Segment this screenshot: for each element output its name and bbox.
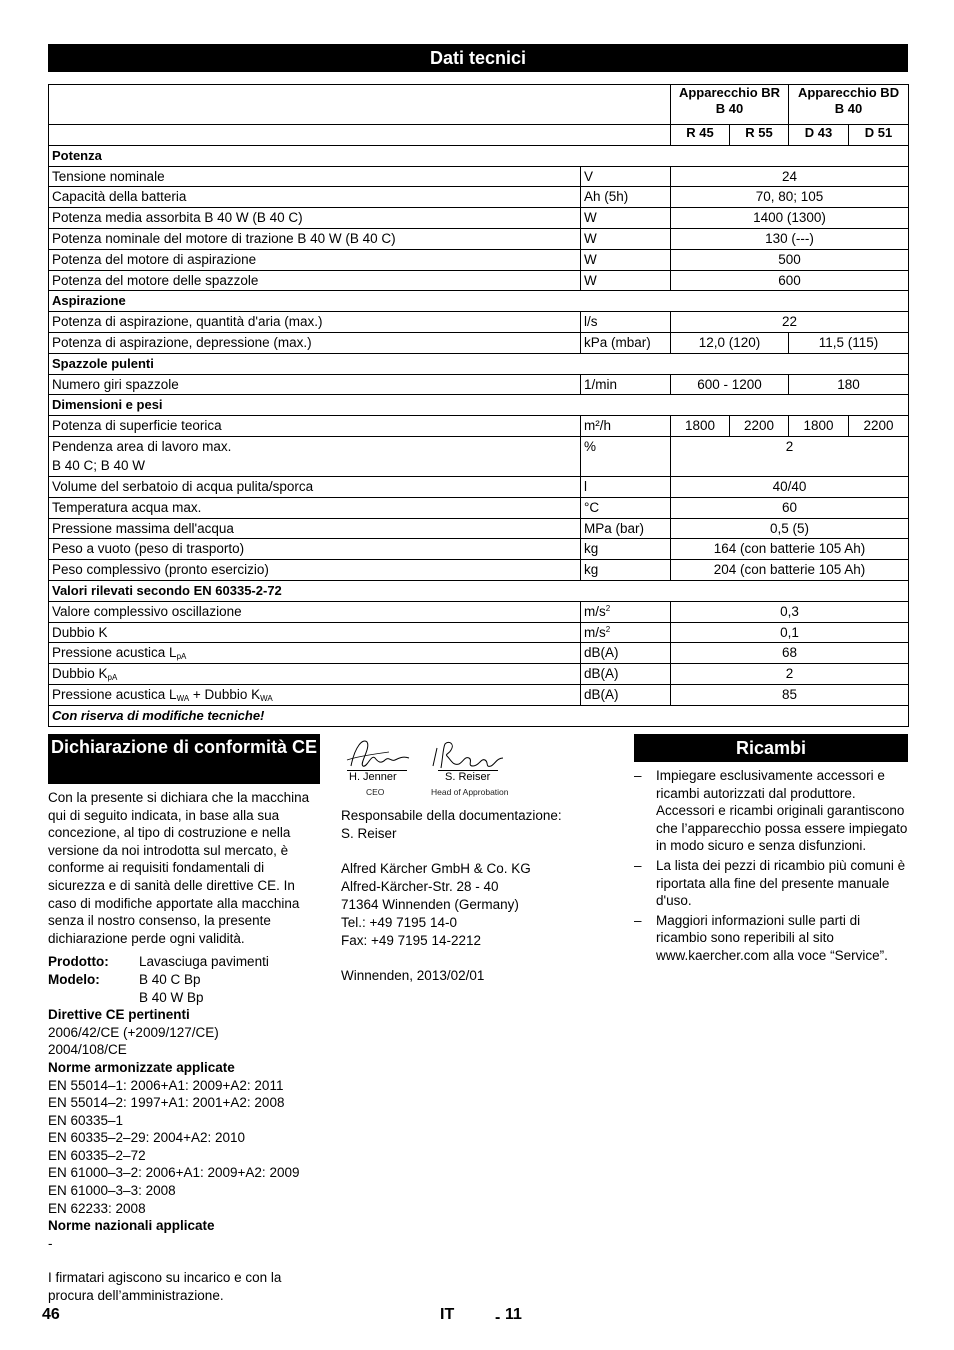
unit-text: kPa (mbar) xyxy=(584,334,651,350)
unit-text: W xyxy=(584,251,597,267)
table-section-row xyxy=(49,353,909,374)
row-value: 68 xyxy=(671,643,909,664)
row-value: 164 (con batterie 105 Ah) xyxy=(671,539,909,560)
table-section-row xyxy=(49,145,909,166)
row-label xyxy=(49,416,581,437)
row-unit xyxy=(581,560,671,581)
unit-text: m/s xyxy=(584,603,606,619)
header-model: R 55 xyxy=(730,125,789,146)
signer-role: CEO xyxy=(366,787,385,797)
row-value: 600 xyxy=(671,270,909,291)
norm-item: EN 61000–3–3: 2008 xyxy=(48,1183,176,1199)
table-row xyxy=(49,601,909,622)
directive-item: 2004/108/CE xyxy=(48,1042,127,1058)
row-label-text: Potenza di aspirazione, depressione (max.) xyxy=(52,334,312,350)
superscript: 2 xyxy=(605,624,611,634)
row-label-text: Dubbio K xyxy=(52,624,108,640)
row-label-text: B 40 C; B 40 W xyxy=(52,457,146,473)
unit-text: 1/min xyxy=(584,376,618,392)
row-label-text: Pressione massima dell'acqua xyxy=(52,520,234,536)
model-value: B 40 C Bp xyxy=(139,971,201,987)
row-value: 1400 (1300) xyxy=(671,208,909,229)
contact-column xyxy=(341,807,616,985)
header-group-br: Apparecchio BR B 40 xyxy=(671,85,789,125)
header-blank xyxy=(49,85,671,125)
row-value: 204 (con batterie 105 Ah) xyxy=(671,560,909,581)
row-unit xyxy=(581,228,671,249)
row-unit xyxy=(581,476,671,497)
table-row xyxy=(49,476,909,497)
row-unit xyxy=(581,249,671,270)
signer-role: Head of Approbation xyxy=(431,787,509,797)
row-unit xyxy=(581,539,671,560)
row-label-text: Potenza del motore di aspirazione xyxy=(52,251,257,267)
unit-text: Ah (5h) xyxy=(584,189,629,205)
national-norms-title: Norme nazionali applicate xyxy=(48,1218,215,1234)
signature-jenner-icon xyxy=(345,736,415,772)
directives-title: Direttive CE pertinenti xyxy=(48,1007,190,1023)
model-row xyxy=(48,971,323,989)
footer-section-page: 11 xyxy=(505,1306,522,1323)
row-unit xyxy=(581,208,671,229)
row-label xyxy=(49,476,581,497)
row-value: 85 xyxy=(671,684,909,705)
unit-text: m/s xyxy=(584,624,606,640)
row-label xyxy=(49,622,581,643)
header-model: D 51 xyxy=(849,125,909,146)
conformity-closing: I firmatari agiscono su incarico e con la procura dell’amministrazione. xyxy=(48,1270,282,1304)
row-label xyxy=(49,249,581,270)
norm-item: EN 60335–1 xyxy=(48,1112,124,1128)
row-label xyxy=(49,332,581,353)
norm-item: EN 55014–2: 1997+A1: 2001+A2: 2008 xyxy=(48,1095,285,1111)
section-title-conformity: Dichiarazione di conformità CE xyxy=(48,734,320,784)
unit-text: W xyxy=(584,230,597,246)
row-value: 40/40 xyxy=(671,476,909,497)
table-row xyxy=(49,518,909,539)
row-label xyxy=(49,497,581,518)
row-value-br: 600 - 1200 xyxy=(671,374,789,395)
footer-language: IT xyxy=(440,1306,455,1323)
subscript: WA xyxy=(260,693,273,703)
row-value: 2 xyxy=(671,436,909,476)
row-label xyxy=(49,560,581,581)
conformity-column xyxy=(48,789,323,1305)
row-label-text: Potenza del motore delle spazzole xyxy=(52,272,259,288)
row-label-text: Pendenza area di lavoro max. xyxy=(52,438,232,454)
unit-text: m²/h xyxy=(584,418,611,434)
page-number: 46 xyxy=(42,1306,60,1323)
section-heading: Aspirazione xyxy=(49,291,909,312)
row-value-model: 2200 xyxy=(730,416,789,437)
row-value: 60 xyxy=(671,497,909,518)
table-row xyxy=(49,684,909,705)
row-value: 2 xyxy=(671,664,909,685)
table-row xyxy=(49,249,909,270)
model-label: Modelo: xyxy=(48,971,100,987)
row-label xyxy=(49,436,581,476)
table-header-row xyxy=(49,125,909,146)
row-value-model: 2200 xyxy=(849,416,909,437)
subscript: pA xyxy=(107,673,118,683)
row-unit xyxy=(581,622,671,643)
table-row xyxy=(49,560,909,581)
table-section-row xyxy=(49,395,909,416)
section-heading: Spazzole pulenti xyxy=(49,353,909,374)
section-title-dati-tecnici: Dati tecnici xyxy=(48,44,908,72)
row-label-text: Potenza media assorbita B 40 W (B 40 C) xyxy=(52,210,303,226)
header-model: R 45 xyxy=(671,125,730,146)
row-unit xyxy=(581,601,671,622)
table-row xyxy=(49,187,909,208)
row-unit xyxy=(581,664,671,685)
header-blank xyxy=(49,125,671,146)
row-label xyxy=(49,664,581,685)
superscript: 2 xyxy=(605,603,611,613)
table-section-row xyxy=(49,291,909,312)
row-label xyxy=(49,601,581,622)
row-label-text: Potenza di aspirazione, quantità d'aria (max.) xyxy=(52,314,323,330)
row-value: 24 xyxy=(671,166,909,187)
row-label-text: Potenza di superficie teorica xyxy=(52,418,222,434)
norm-item: EN 60335–2–29: 2004+A2: 2010 xyxy=(48,1130,246,1146)
section-title-ricambi: Ricambi xyxy=(634,734,908,762)
section-heading: Potenza xyxy=(49,145,909,166)
row-label-text: Temperatura acqua max. xyxy=(52,499,202,515)
model-value: B 40 W Bp xyxy=(139,989,204,1005)
responsible-name: S. Reiser xyxy=(341,825,397,841)
row-label-text: Potenza nominale del motore di trazione B 40 W (B 40 C) xyxy=(52,230,396,246)
row-value: 500 xyxy=(671,249,909,270)
table-row xyxy=(49,497,909,518)
unit-text: l xyxy=(584,478,587,494)
row-unit xyxy=(581,312,671,333)
unit-text: dB(A) xyxy=(584,686,619,702)
company-city: 71364 Winnenden (Germany) xyxy=(341,896,519,912)
unit-text: W xyxy=(584,210,597,226)
row-unit xyxy=(581,332,671,353)
company-name: Alfred Kärcher GmbH & Co. KG xyxy=(341,861,531,877)
signer-name: H. Jenner xyxy=(349,771,397,783)
unit-text: l/s xyxy=(584,314,598,330)
row-unit xyxy=(581,374,671,395)
unit-text: % xyxy=(584,438,597,454)
row-value: 70, 80; 105 xyxy=(671,187,909,208)
norm-item: EN 60335–2–72 xyxy=(48,1147,146,1163)
model-row-2 xyxy=(48,989,323,1007)
row-label-text: Peso a vuoto (peso di trasporto) xyxy=(52,541,245,557)
row-unit xyxy=(581,416,671,437)
table-row xyxy=(49,664,909,685)
row-label-text: Dubbio K xyxy=(52,666,108,682)
row-label xyxy=(49,312,581,333)
row-label xyxy=(49,374,581,395)
row-label xyxy=(49,518,581,539)
unit-text: °C xyxy=(584,499,600,515)
norms-title: Norme armonizzate applicate xyxy=(48,1059,235,1075)
unit-text: dB(A) xyxy=(584,666,619,682)
row-label-text: Pressione acustica L xyxy=(52,645,177,661)
row-unit xyxy=(581,684,671,705)
company-fax: Fax: +49 7195 14-2212 xyxy=(341,932,481,948)
national-norms-value: - xyxy=(48,1235,53,1251)
table-row xyxy=(49,312,909,333)
row-label-text: Capacità della batteria xyxy=(52,189,187,205)
row-label xyxy=(49,684,581,705)
row-label xyxy=(49,643,581,664)
norm-item: EN 61000–3–2: 2006+A1: 2009+A2: 2009 xyxy=(48,1165,300,1181)
unit-text: V xyxy=(584,168,594,184)
row-label xyxy=(49,208,581,229)
company-tel: Tel.: +49 7195 14-0 xyxy=(341,914,457,930)
list-item: – Impiegare esclusivamente accessori e ricambi autorizzati dal produttore. Accessori e ricambi originali garantiscono che l’apparecchio possa essere impiegato in modo sicuro e senza disfunzioni. xyxy=(634,767,910,855)
table-note: Con riserva di modifiche tecniche! xyxy=(49,705,909,726)
product-value: Lavasciuga pavimenti xyxy=(139,954,269,970)
row-label xyxy=(49,539,581,560)
table-row xyxy=(49,436,909,476)
section-heading: Valori rilevati secondo EN 60335-2-72 xyxy=(49,580,909,601)
table-section-row xyxy=(49,580,909,601)
directive-item: 2006/42/CE (+2009/127/CE) xyxy=(48,1024,219,1040)
row-label-text: Volume del serbatoio di acqua pulita/sporca xyxy=(52,478,314,494)
table-row xyxy=(49,539,909,560)
row-unit xyxy=(581,497,671,518)
table-note-row xyxy=(49,705,909,726)
section-heading: Dimensioni e pesi xyxy=(49,395,909,416)
row-unit xyxy=(581,166,671,187)
row-value: 0,5 (5) xyxy=(671,518,909,539)
signature-reiser-icon xyxy=(429,736,509,772)
header-group-bd: Apparecchio BD B 40 xyxy=(789,85,909,125)
row-value: 0,3 xyxy=(671,601,909,622)
table-row xyxy=(49,332,909,353)
table-header-row xyxy=(49,85,909,125)
row-value-bd: 11,5 (115) xyxy=(789,332,909,353)
row-label xyxy=(49,187,581,208)
row-value: 130 (---) xyxy=(671,228,909,249)
row-label-text: + Dubbio K xyxy=(189,686,261,702)
table-row xyxy=(49,416,909,437)
row-label-text: Valore complessivo oscillazione xyxy=(52,603,242,619)
unit-text: dB(A) xyxy=(584,645,619,661)
row-unit xyxy=(581,643,671,664)
table-row xyxy=(49,228,909,249)
row-label-text: Numero giri spazzole xyxy=(52,376,179,392)
unit-text: kg xyxy=(584,562,599,578)
row-value-br: 12,0 (120) xyxy=(671,332,789,353)
unit-text: kg xyxy=(584,541,599,557)
row-value: 22 xyxy=(671,312,909,333)
row-label xyxy=(49,166,581,187)
conformity-intro: Con la presente si dichiara che la macchina qui di seguito indicata, in base alla sua concezione, al tipo di costruzione e nella versione da noi introdotta sul mercato, è conforme ai requisiti fondamentali di sicurezza e di sanità delle direttive CE. In caso di modifiche apportate alla macchina senza il nostro consenso, la presente dichiarazione perde ogni validità. xyxy=(48,790,310,946)
table-row xyxy=(49,622,909,643)
tech-specs-table xyxy=(48,84,909,727)
row-unit xyxy=(581,187,671,208)
row-value-model: 1800 xyxy=(789,416,849,437)
row-label xyxy=(49,270,581,291)
header-model: D 43 xyxy=(789,125,849,146)
row-unit xyxy=(581,436,671,476)
product-row xyxy=(48,953,323,971)
signer-name: S. Reiser xyxy=(445,771,491,783)
row-value-bd: 180 xyxy=(789,374,909,395)
list-item: – La lista dei pezzi di ricambio più comuni è riportata alla fine del presente manuale d'uso. xyxy=(634,857,910,910)
row-label-text: Tensione nominale xyxy=(52,168,165,184)
row-label-text: Peso complessivo (pronto esercizio) xyxy=(52,562,269,578)
product-label: Prodotto: xyxy=(48,954,109,970)
unit-text: MPa (bar) xyxy=(584,520,645,536)
unit-text: W xyxy=(584,272,597,288)
row-unit xyxy=(581,270,671,291)
responsible-label: Responsabile della documentazione: xyxy=(341,808,562,823)
table-row xyxy=(49,374,909,395)
table-row xyxy=(49,166,909,187)
declaration-date: Winnenden, 2013/02/01 xyxy=(341,968,485,984)
norm-item: EN 55014–1: 2006+A1: 2009+A2: 2011 xyxy=(48,1077,284,1093)
subscript: WA xyxy=(176,693,190,703)
norm-item: EN 62233: 2008 xyxy=(48,1200,146,1216)
spare-parts-list xyxy=(634,767,910,967)
row-value: 0,1 xyxy=(671,622,909,643)
row-label xyxy=(49,228,581,249)
row-unit xyxy=(581,518,671,539)
row-value-model: 1800 xyxy=(671,416,730,437)
table-row xyxy=(49,643,909,664)
table-row xyxy=(49,270,909,291)
company-street: Alfred-Kärcher-Str. 28 - 40 xyxy=(341,879,499,895)
row-label-text: Pressione acustica L xyxy=(52,686,177,702)
list-item: – Maggiori informazioni sulle parti di ricambio sono reperibili al sito www.kaercher.com alla voce “Service”. xyxy=(634,912,910,965)
subscript: pA xyxy=(176,652,187,662)
signatures-block xyxy=(341,736,521,800)
footer-dash: - xyxy=(495,1309,501,1326)
table-row xyxy=(49,208,909,229)
